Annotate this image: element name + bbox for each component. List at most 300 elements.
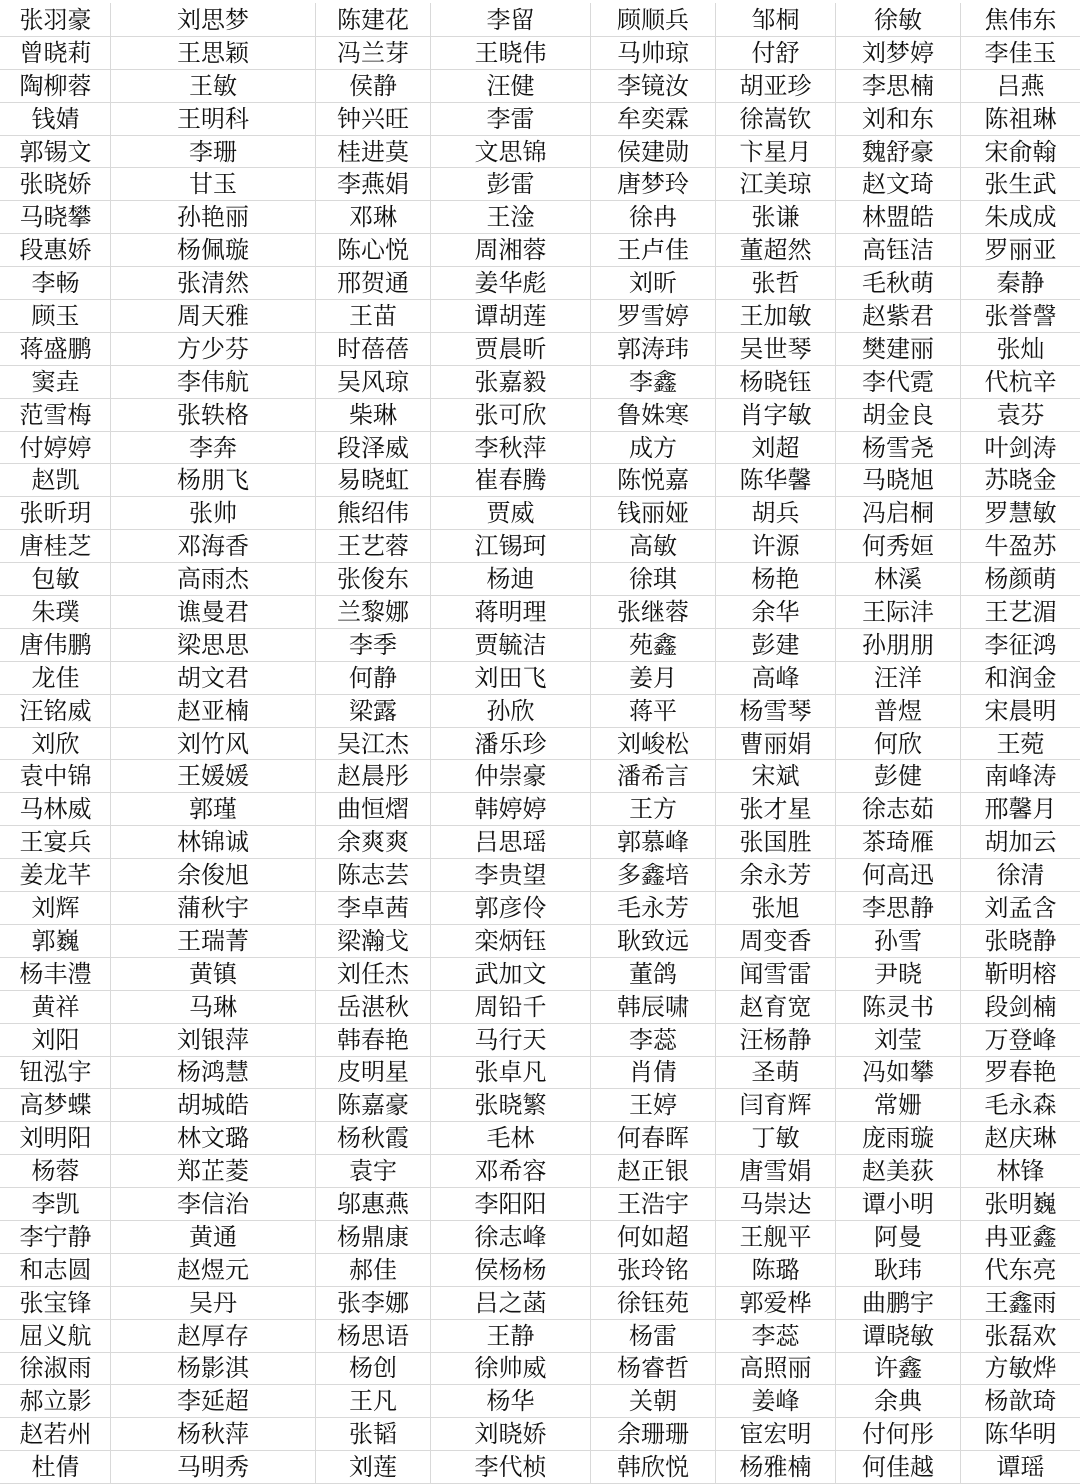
name-cell: 陈嘉豪 bbox=[316, 1089, 431, 1122]
name-cell: 岳湛秋 bbox=[316, 990, 431, 1023]
name-cell: 李征鸿 bbox=[961, 628, 1080, 661]
name-cell: 邢贺通 bbox=[316, 267, 431, 300]
name-cell: 段泽威 bbox=[316, 431, 431, 464]
name-cell: 李蕊 bbox=[591, 1023, 716, 1056]
name-cell: 方少芬 bbox=[111, 332, 316, 365]
name-cell: 杨迪 bbox=[431, 563, 591, 596]
name-cell: 杨影淇 bbox=[111, 1352, 316, 1385]
name-cell: 杨艳 bbox=[716, 563, 836, 596]
table-row bbox=[1, 300, 1080, 333]
name-cell: 李蕊 bbox=[716, 1319, 836, 1352]
name-cell: 宋斌 bbox=[716, 760, 836, 793]
name-cell: 姜华彪 bbox=[431, 267, 591, 300]
table-row bbox=[1, 924, 1080, 957]
name-cell: 胡城皓 bbox=[111, 1089, 316, 1122]
name-cell: 马崇达 bbox=[716, 1188, 836, 1221]
name-cell: 董超然 bbox=[716, 234, 836, 267]
name-cell: 彭健 bbox=[836, 760, 961, 793]
name-cell: 蒋平 bbox=[591, 694, 716, 727]
name-cell: 陈灵书 bbox=[836, 990, 961, 1023]
name-cell: 马林威 bbox=[1, 793, 111, 826]
name-cell: 韩婷婷 bbox=[431, 793, 591, 826]
table-row bbox=[1, 1385, 1080, 1418]
table-row bbox=[1, 234, 1080, 267]
name-cell: 林文璐 bbox=[111, 1122, 316, 1155]
name-cell: 潘希言 bbox=[591, 760, 716, 793]
name-cell: 甘玉 bbox=[111, 168, 316, 201]
name-cell: 侯杨杨 bbox=[431, 1253, 591, 1286]
name-cell: 余爽爽 bbox=[316, 826, 431, 859]
name-cell: 刘晓娇 bbox=[431, 1418, 591, 1451]
name-cell: 李珊 bbox=[111, 135, 316, 168]
name-cell: 刘和东 bbox=[836, 102, 961, 135]
name-cell: 胡亚珍 bbox=[716, 69, 836, 102]
name-cell: 朱璞 bbox=[1, 596, 111, 629]
name-cell: 林溪 bbox=[836, 563, 961, 596]
name-cell: 刘竹风 bbox=[111, 727, 316, 760]
name-cell: 曲恒熠 bbox=[316, 793, 431, 826]
name-cell: 张磊欢 bbox=[961, 1319, 1080, 1352]
name-cell: 柴琳 bbox=[316, 398, 431, 431]
name-cell: 郭慕峰 bbox=[591, 826, 716, 859]
name-cell: 王静 bbox=[431, 1319, 591, 1352]
name-cell: 王舰平 bbox=[716, 1220, 836, 1253]
table-row bbox=[1, 201, 1080, 234]
name-cell: 杨蓉 bbox=[1, 1155, 111, 1188]
name-cell: 袁芬 bbox=[961, 398, 1080, 431]
name-cell: 赵美荻 bbox=[836, 1155, 961, 1188]
name-cell: 和志圆 bbox=[1, 1253, 111, 1286]
name-cell: 朱成成 bbox=[961, 201, 1080, 234]
name-cell: 张誉謦 bbox=[961, 300, 1080, 333]
name-cell: 马晓攀 bbox=[1, 201, 111, 234]
name-cell: 余珊珊 bbox=[591, 1418, 716, 1451]
name-cell: 易晓虹 bbox=[316, 464, 431, 497]
name-cell: 谭胡莲 bbox=[431, 300, 591, 333]
name-cell: 钮泓宇 bbox=[1, 1056, 111, 1089]
name-cell: 成方 bbox=[591, 431, 716, 464]
table-row bbox=[1, 267, 1080, 300]
name-cell: 吕思瑶 bbox=[431, 826, 591, 859]
name-cell: 刘孟含 bbox=[961, 892, 1080, 925]
name-cell: 彭建 bbox=[716, 628, 836, 661]
name-cell: 尹晓 bbox=[836, 957, 961, 990]
name-cell: 陈悦嘉 bbox=[591, 464, 716, 497]
name-cell: 李信治 bbox=[111, 1188, 316, 1221]
name-cell: 徐敏 bbox=[836, 4, 961, 37]
name-cell: 张宝锋 bbox=[1, 1286, 111, 1319]
name-cell: 李凯 bbox=[1, 1188, 111, 1221]
name-cell: 郝佳 bbox=[316, 1253, 431, 1286]
table-row bbox=[1, 892, 1080, 925]
name-cell: 刘欣 bbox=[1, 727, 111, 760]
table-row bbox=[1, 332, 1080, 365]
table-row bbox=[1, 431, 1080, 464]
name-cell: 郭锡文 bbox=[1, 135, 111, 168]
name-cell: 郝立影 bbox=[1, 1385, 111, 1418]
name-cell: 肖倩 bbox=[591, 1056, 716, 1089]
name-cell: 栾炳钰 bbox=[431, 924, 591, 957]
name-cell: 梁露 bbox=[316, 694, 431, 727]
name-cell: 孙朋朋 bbox=[836, 628, 961, 661]
name-cell: 余华 bbox=[716, 596, 836, 629]
name-cell: 罗春艳 bbox=[961, 1056, 1080, 1089]
name-cell: 刘银萍 bbox=[111, 1023, 316, 1056]
name-cell: 李燕娟 bbox=[316, 168, 431, 201]
name-cell: 李延超 bbox=[111, 1385, 316, 1418]
table-row bbox=[1, 102, 1080, 135]
name-cell: 杨歆琦 bbox=[961, 1385, 1080, 1418]
name-cell: 毛永森 bbox=[961, 1089, 1080, 1122]
name-cell: 冯兰芽 bbox=[316, 36, 431, 69]
name-cell: 林锋 bbox=[961, 1155, 1080, 1188]
name-cell: 王艺湄 bbox=[961, 596, 1080, 629]
name-cell: 赵正银 bbox=[591, 1155, 716, 1188]
name-cell: 胡文君 bbox=[111, 661, 316, 694]
name-cell: 方敏烨 bbox=[961, 1352, 1080, 1385]
name-cell: 刘梦婷 bbox=[836, 36, 961, 69]
name-cell: 刘超 bbox=[716, 431, 836, 464]
name-cell: 郭彦伶 bbox=[431, 892, 591, 925]
name-cell: 谯曼君 bbox=[111, 596, 316, 629]
name-cell: 杨朋飞 bbox=[111, 464, 316, 497]
name-cell: 陈心悦 bbox=[316, 234, 431, 267]
name-cell: 邓琳 bbox=[316, 201, 431, 234]
name-cell: 潘乐珍 bbox=[431, 727, 591, 760]
name-cell: 桂进莫 bbox=[316, 135, 431, 168]
name-cell: 徐淑雨 bbox=[1, 1352, 111, 1385]
table-row bbox=[1, 760, 1080, 793]
name-cell: 杨雪尧 bbox=[836, 431, 961, 464]
name-cell: 王瑞菁 bbox=[111, 924, 316, 957]
name-cell: 杨鸿慧 bbox=[111, 1056, 316, 1089]
table-row bbox=[1, 793, 1080, 826]
table-row bbox=[1, 1122, 1080, 1155]
name-cell: 张玲铭 bbox=[591, 1253, 716, 1286]
name-cell: 杨思语 bbox=[316, 1319, 431, 1352]
name-cell: 多鑫培 bbox=[591, 859, 716, 892]
name-cell: 周湘蓉 bbox=[431, 234, 591, 267]
name-cell: 吴丹 bbox=[111, 1286, 316, 1319]
name-cell: 李卓茜 bbox=[316, 892, 431, 925]
name-cell: 江锡珂 bbox=[431, 530, 591, 563]
name-cell: 李思楠 bbox=[836, 69, 961, 102]
name-cell: 张清然 bbox=[111, 267, 316, 300]
name-cell: 陈建花 bbox=[316, 4, 431, 37]
name-cell: 张明巍 bbox=[961, 1188, 1080, 1221]
name-cell: 袁宇 bbox=[316, 1155, 431, 1188]
name-cell: 郑芷菱 bbox=[111, 1155, 316, 1188]
name-cell: 关朝 bbox=[591, 1385, 716, 1418]
name-cell: 付何彤 bbox=[836, 1418, 961, 1451]
table-row bbox=[1, 990, 1080, 1023]
name-cell: 邓希容 bbox=[431, 1155, 591, 1188]
name-cell: 黄祥 bbox=[1, 990, 111, 1023]
name-cell: 闫育辉 bbox=[716, 1089, 836, 1122]
name-cell: 罗慧敏 bbox=[961, 497, 1080, 530]
name-cell: 毛秋萌 bbox=[836, 267, 961, 300]
name-cell: 肖字敏 bbox=[716, 398, 836, 431]
name-cell: 顾顺兵 bbox=[591, 4, 716, 37]
name-cell: 刘辉 bbox=[1, 892, 111, 925]
name-cell: 杨晓钰 bbox=[716, 365, 836, 398]
name-cell: 焦伟东 bbox=[961, 4, 1080, 37]
name-cell: 秦静 bbox=[961, 267, 1080, 300]
name-cell: 汪铭威 bbox=[1, 694, 111, 727]
name-cell: 屈义航 bbox=[1, 1319, 111, 1352]
name-cell: 赵育宽 bbox=[716, 990, 836, 1023]
name-cell: 陈璐 bbox=[716, 1253, 836, 1286]
name-cell: 林盟皓 bbox=[836, 201, 961, 234]
name-cell: 王媛媛 bbox=[111, 760, 316, 793]
table-row bbox=[1, 464, 1080, 497]
name-cell: 王浩宇 bbox=[591, 1188, 716, 1221]
name-cell: 杨创 bbox=[316, 1352, 431, 1385]
name-cell: 刘田飞 bbox=[431, 661, 591, 694]
name-cell: 张可欣 bbox=[431, 398, 591, 431]
name-cell: 唐伟鹏 bbox=[1, 628, 111, 661]
name-cell: 李秋萍 bbox=[431, 431, 591, 464]
name-cell: 杨睿哲 bbox=[591, 1352, 716, 1385]
name-cell: 黄镇 bbox=[111, 957, 316, 990]
name-cell: 庞雨璇 bbox=[836, 1122, 961, 1155]
table-row bbox=[1, 859, 1080, 892]
name-cell: 杨丰澧 bbox=[1, 957, 111, 990]
name-cell: 李鑫 bbox=[591, 365, 716, 398]
table-row bbox=[1, 530, 1080, 563]
name-cell: 李佳玉 bbox=[961, 36, 1080, 69]
name-cell: 唐梦玲 bbox=[591, 168, 716, 201]
name-cell: 高敏 bbox=[591, 530, 716, 563]
name-cell: 张旭 bbox=[716, 892, 836, 925]
name-cell: 阿曼 bbox=[836, 1220, 961, 1253]
name-cell: 徐琪 bbox=[591, 563, 716, 596]
name-cell: 魏舒豪 bbox=[836, 135, 961, 168]
table-row bbox=[1, 957, 1080, 990]
name-cell: 王方 bbox=[591, 793, 716, 826]
name-cell: 袁中锦 bbox=[1, 760, 111, 793]
name-cell: 常姗 bbox=[836, 1089, 961, 1122]
name-cell: 邢馨月 bbox=[961, 793, 1080, 826]
table-row bbox=[1, 1220, 1080, 1253]
name-cell: 窦垚 bbox=[1, 365, 111, 398]
name-cell: 何如超 bbox=[591, 1220, 716, 1253]
name-cell: 马明秀 bbox=[111, 1451, 316, 1484]
name-cell: 马帅琼 bbox=[591, 36, 716, 69]
name-cell: 王卢佳 bbox=[591, 234, 716, 267]
name-cell: 王晓伟 bbox=[431, 36, 591, 69]
name-cell: 彭雷 bbox=[431, 168, 591, 201]
name-cell: 谭瑶 bbox=[961, 1451, 1080, 1484]
name-cell: 邬惠燕 bbox=[316, 1188, 431, 1221]
name-cell: 陈华明 bbox=[961, 1418, 1080, 1451]
name-cell: 高照丽 bbox=[716, 1352, 836, 1385]
table-row bbox=[1, 135, 1080, 168]
name-cell: 闻雪雷 bbox=[716, 957, 836, 990]
name-cell: 毛永芳 bbox=[591, 892, 716, 925]
name-cell: 张谦 bbox=[716, 201, 836, 234]
name-cell: 王思颖 bbox=[111, 36, 316, 69]
name-cell: 耿致远 bbox=[591, 924, 716, 957]
name-cell: 徐志峰 bbox=[431, 1220, 591, 1253]
table-row bbox=[1, 1286, 1080, 1319]
table-row bbox=[1, 1451, 1080, 1484]
name-cell: 卞星月 bbox=[716, 135, 836, 168]
name-cell: 吴风琼 bbox=[316, 365, 431, 398]
name-cell: 邹桐 bbox=[716, 4, 836, 37]
name-cell: 顾玉 bbox=[1, 300, 111, 333]
name-cell: 茶琦雁 bbox=[836, 826, 961, 859]
name-cell: 张帅 bbox=[111, 497, 316, 530]
name-cell: 徐嵩钦 bbox=[716, 102, 836, 135]
name-cell: 宋晨明 bbox=[961, 694, 1080, 727]
name-cell: 梁思思 bbox=[111, 628, 316, 661]
name-cell: 张李娜 bbox=[316, 1286, 431, 1319]
name-cell: 李思静 bbox=[836, 892, 961, 925]
name-cell: 丁敏 bbox=[716, 1122, 836, 1155]
name-cell: 蒲秋宇 bbox=[111, 892, 316, 925]
name-cell: 王艺蓉 bbox=[316, 530, 431, 563]
name-cell: 王淦 bbox=[431, 201, 591, 234]
table-row bbox=[1, 168, 1080, 201]
name-cell: 周天雅 bbox=[111, 300, 316, 333]
name-cell: 赵庆琳 bbox=[961, 1122, 1080, 1155]
name-cell: 陶柳蓉 bbox=[1, 69, 111, 102]
name-cell: 余典 bbox=[836, 1385, 961, 1418]
name-cell: 贾晨昕 bbox=[431, 332, 591, 365]
name-cell: 何欣 bbox=[836, 727, 961, 760]
name-cell: 杨秋萍 bbox=[111, 1418, 316, 1451]
name-cell: 李留 bbox=[431, 4, 591, 37]
name-cell: 吕燕 bbox=[961, 69, 1080, 102]
name-cell: 胡兵 bbox=[716, 497, 836, 530]
name-cell: 汪杨静 bbox=[716, 1023, 836, 1056]
name-cell: 唐桂芝 bbox=[1, 530, 111, 563]
name-cell: 赵厚存 bbox=[111, 1319, 316, 1352]
name-cell: 张晓繁 bbox=[431, 1089, 591, 1122]
name-cell: 李季 bbox=[316, 628, 431, 661]
table-row bbox=[1, 563, 1080, 596]
name-cell: 周变香 bbox=[716, 924, 836, 957]
name-cell: 王凡 bbox=[316, 1385, 431, 1418]
table-row bbox=[1, 1188, 1080, 1221]
name-cell: 钱婧 bbox=[1, 102, 111, 135]
name-cell: 贾威 bbox=[431, 497, 591, 530]
name-cell: 冯如攀 bbox=[836, 1056, 961, 1089]
name-cell: 赵紫君 bbox=[836, 300, 961, 333]
name-cell: 许源 bbox=[716, 530, 836, 563]
name-cell: 李奔 bbox=[111, 431, 316, 464]
name-cell: 王菀 bbox=[961, 727, 1080, 760]
name-cell: 陈华馨 bbox=[716, 464, 836, 497]
name-cell: 杨秋霞 bbox=[316, 1122, 431, 1155]
name-cell: 崔春腾 bbox=[431, 464, 591, 497]
name-cell: 时蓓蓓 bbox=[316, 332, 431, 365]
name-cell: 靳明榕 bbox=[961, 957, 1080, 990]
name-cell: 林锦诚 bbox=[111, 826, 316, 859]
table-row bbox=[1, 365, 1080, 398]
table-row bbox=[1, 826, 1080, 859]
name-cell: 代杭辛 bbox=[961, 365, 1080, 398]
name-cell: 郭巍 bbox=[1, 924, 111, 957]
name-cell: 赵文琦 bbox=[836, 168, 961, 201]
name-cell: 文思锦 bbox=[431, 135, 591, 168]
name-cell: 刘阳 bbox=[1, 1023, 111, 1056]
name-cell: 牟奕霖 bbox=[591, 102, 716, 135]
name-cell: 马晓旭 bbox=[836, 464, 961, 497]
name-cell: 王鑫雨 bbox=[961, 1286, 1080, 1319]
name-cell: 胡加云 bbox=[961, 826, 1080, 859]
name-cell: 韩欣悦 bbox=[591, 1451, 716, 1484]
table-row bbox=[1, 1418, 1080, 1451]
name-cell: 郭爱桦 bbox=[716, 1286, 836, 1319]
name-cell: 熊绍伟 bbox=[316, 497, 431, 530]
name-cell: 杨华 bbox=[431, 1385, 591, 1418]
name-cell: 孙欣 bbox=[431, 694, 591, 727]
name-cell: 王加敏 bbox=[716, 300, 836, 333]
name-cell: 陈祖琳 bbox=[961, 102, 1080, 135]
name-cell: 胡金良 bbox=[836, 398, 961, 431]
name-cell: 杨雪琴 bbox=[716, 694, 836, 727]
name-cell: 侯静 bbox=[316, 69, 431, 102]
name-cell: 苑鑫 bbox=[591, 628, 716, 661]
name-cell: 何秀姮 bbox=[836, 530, 961, 563]
name-cell: 冉亚鑫 bbox=[961, 1220, 1080, 1253]
name-cell: 贾毓洁 bbox=[431, 628, 591, 661]
name-cell: 杨颜萌 bbox=[961, 563, 1080, 596]
names-table bbox=[0, 3, 1080, 1484]
name-cell: 马行天 bbox=[431, 1023, 591, 1056]
table-row bbox=[1, 4, 1080, 37]
name-cell: 武加文 bbox=[431, 957, 591, 990]
table-row bbox=[1, 69, 1080, 102]
name-cell: 吴江杰 bbox=[316, 727, 431, 760]
name-cell: 付舒 bbox=[716, 36, 836, 69]
name-cell: 何春晖 bbox=[591, 1122, 716, 1155]
name-cell: 谭晓敏 bbox=[836, 1319, 961, 1352]
name-cell: 吕之菡 bbox=[431, 1286, 591, 1319]
name-cell: 孙艳丽 bbox=[111, 201, 316, 234]
name-cell: 圣萌 bbox=[716, 1056, 836, 1089]
name-cell: 许鑫 bbox=[836, 1352, 961, 1385]
name-cell: 汪洋 bbox=[836, 661, 961, 694]
name-cell: 张晓静 bbox=[961, 924, 1080, 957]
name-cell: 何佳越 bbox=[836, 1451, 961, 1484]
name-cell: 张继蓉 bbox=[591, 596, 716, 629]
name-cell: 苏晓金 bbox=[961, 464, 1080, 497]
name-cell: 曾晓莉 bbox=[1, 36, 111, 69]
name-cell: 张卓凡 bbox=[431, 1056, 591, 1089]
name-cell: 赵煜元 bbox=[111, 1253, 316, 1286]
name-cell: 刘任杰 bbox=[316, 957, 431, 990]
name-cell: 张生武 bbox=[961, 168, 1080, 201]
name-cell: 吴世琴 bbox=[716, 332, 836, 365]
name-cell: 仲崇豪 bbox=[431, 760, 591, 793]
name-cell: 郭涛玮 bbox=[591, 332, 716, 365]
name-cell: 刘思梦 bbox=[111, 4, 316, 37]
name-cell: 江美琼 bbox=[716, 168, 836, 201]
name-cell: 罗雪婷 bbox=[591, 300, 716, 333]
name-cell: 李贵望 bbox=[431, 859, 591, 892]
name-cell: 何静 bbox=[316, 661, 431, 694]
table-row bbox=[1, 1089, 1080, 1122]
table-row bbox=[1, 1056, 1080, 1089]
name-cell: 蒋盛鹏 bbox=[1, 332, 111, 365]
name-cell: 徐志茹 bbox=[836, 793, 961, 826]
name-cell: 毛林 bbox=[431, 1122, 591, 1155]
name-cell: 杨佩璇 bbox=[111, 234, 316, 267]
name-cell: 赵晨彤 bbox=[316, 760, 431, 793]
